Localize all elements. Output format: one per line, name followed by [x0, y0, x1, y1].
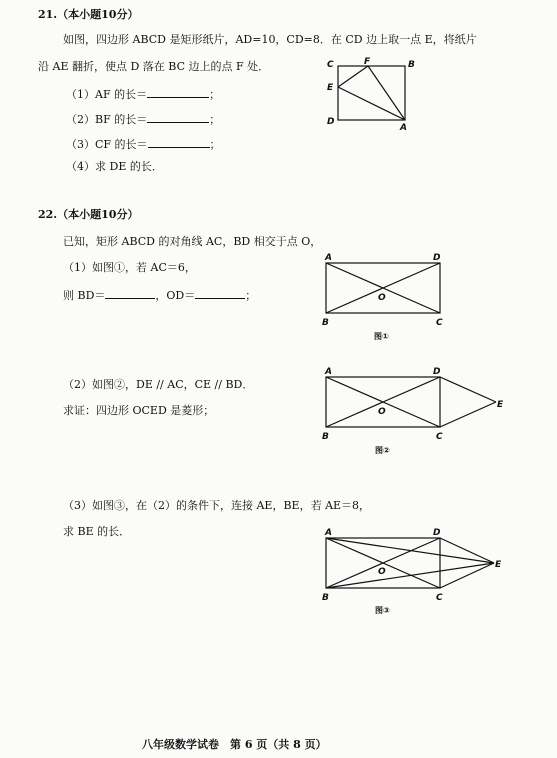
label-c: C [436, 432, 443, 442]
label-b: B [322, 593, 329, 603]
q22-part2-line2: 求证：四边形 OCED 是菱形； [63, 404, 215, 417]
label-d: D [433, 253, 441, 263]
figure-caption: 图③ [375, 606, 390, 615]
segment-ae [326, 538, 494, 563]
q22-part1-line1: （1）如图①，若 AC＝6， [63, 261, 196, 274]
q22-header: 22.（本小题10分） [38, 208, 139, 221]
label-c: C [436, 593, 443, 603]
q22-od-text: ，OD＝ [155, 289, 196, 302]
page-footer: 八年级数学试卷 第 6 页（共 8 页） [142, 738, 327, 751]
label-a: A [400, 123, 407, 133]
q22-bd-text: 则 BD＝ [63, 289, 106, 302]
label-a: A [325, 367, 332, 377]
label-d: D [433, 367, 441, 377]
q21-item-1-suffix: ； [209, 88, 221, 101]
q22-part2-line1: （2）如图②，DE // AC，CE // BD． [63, 378, 254, 391]
segment-be [326, 563, 494, 588]
label-d: D [327, 117, 335, 127]
label-e: E [497, 400, 504, 410]
label-e: E [495, 560, 502, 570]
label-o: O [378, 407, 386, 417]
label-o: O [378, 293, 386, 303]
figure-caption: 图② [375, 446, 390, 455]
q21-item-2-suffix: ； [209, 113, 221, 126]
label-a: A [325, 253, 332, 263]
q21-item-4: （4）求 DE 的长． [66, 160, 163, 173]
label-b: B [322, 432, 329, 442]
label-c: C [436, 318, 443, 328]
label-a: A [325, 528, 332, 538]
label-o: O [378, 567, 386, 577]
label-d: D [433, 528, 441, 538]
q21-item-2-text: （2）BF 的长＝ [66, 113, 148, 126]
q21-line1: 如图，四边形 ABCD 是矩形纸片，AD=10，CD=8．在 CD 边上取一点 E，将纸片 [63, 33, 477, 46]
q22-part3-line2: 求 BE 的长． [63, 525, 131, 538]
q21-line2: 沿 AE 翻折，使点 D 落在 BC 边上的点 F 处． [38, 60, 270, 73]
q21-header: 21.（本小题10分） [38, 8, 139, 21]
label-c: C [327, 60, 334, 70]
label-b: B [408, 60, 415, 70]
label-f: F [364, 57, 371, 67]
label-b: B [322, 318, 329, 328]
q22-part1-suffix: ； [245, 289, 257, 302]
label-e: E [327, 83, 334, 93]
q22-intro: 已知，矩形 ABCD 的对角线 AC，BD 相交于点 O， [63, 235, 322, 248]
q21-item-3-suffix: ； [209, 138, 221, 151]
q21-item-3-text: （3）CF 的长＝ [66, 138, 148, 151]
q21-item-1-text: （1）AF 的长＝ [66, 88, 148, 101]
q22-part3-line1: （3）如图③，在（2）的条件下，连接 AE，BE，若 AE＝8， [63, 499, 371, 512]
figure-caption: 图① [374, 332, 389, 341]
